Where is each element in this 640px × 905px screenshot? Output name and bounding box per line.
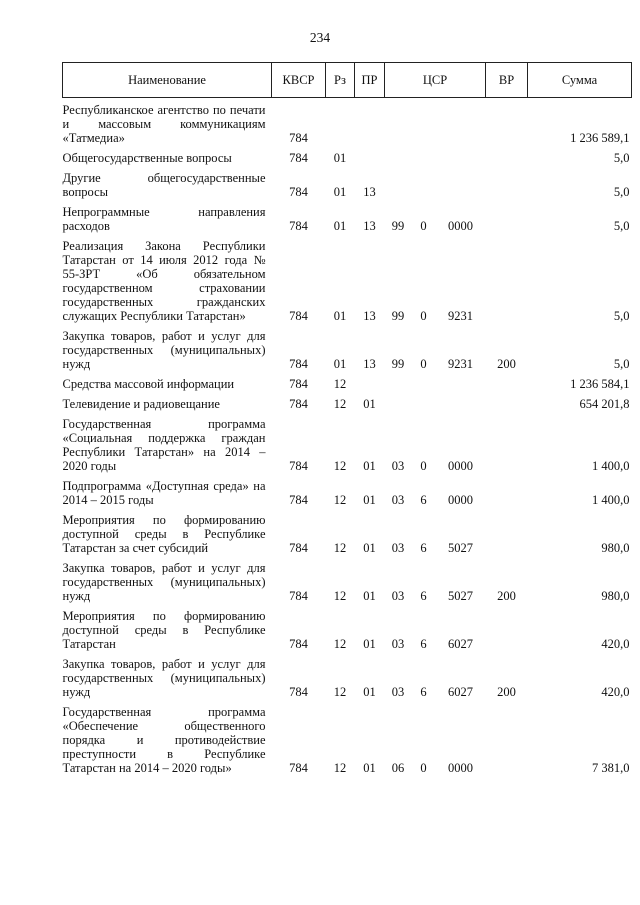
cell-name: Реализация Закона Республики Татарстан от 14 июля 2012 года № 55-ЗРТ «Об обязательном государственном страховании государственных гражданских служащих Республики Татарстан»: [62, 239, 266, 323]
cell-csr-program: 03: [391, 685, 405, 699]
cell-name: Мероприятия по формированию доступной среды в Республике Татарстан: [62, 609, 266, 651]
cell-pr: 01: [363, 459, 376, 473]
cell-csr-direction: 0000: [448, 459, 473, 473]
cell-name: Мероприятия по формированию доступной среды в Республике Татарстан за счет субсидий: [62, 513, 266, 555]
cell-kvsr: 784: [289, 185, 308, 199]
cell-pr: [355, 146, 385, 166]
cell-vr: [486, 234, 528, 324]
cell-csr-direction: 0000: [448, 761, 473, 775]
cell-csr-subprogram: 6: [420, 637, 427, 651]
cell-csr-direction: 5027: [448, 541, 473, 555]
cell-csr-subprogram: 0: [420, 357, 427, 371]
cell-rz: 12: [333, 459, 347, 473]
cell-vr: [486, 700, 528, 776]
cell-vr: 200: [497, 357, 516, 371]
cell-kvsr: 784: [289, 309, 308, 323]
cell-csr-direction: 6027: [448, 637, 473, 651]
cell-csr-direction: 6027: [448, 685, 473, 699]
table-row: [63, 508, 632, 556]
cell-sum: 654 201,8: [579, 397, 630, 411]
cell-sum: 5,0: [613, 309, 630, 323]
cell-rz: 12: [333, 493, 347, 507]
table-row: [63, 604, 632, 652]
cell-pr: 13: [363, 357, 376, 371]
header-sum: Сумма: [528, 63, 632, 98]
cell-csr-program: [385, 98, 412, 147]
cell-csr-subprogram: 6: [420, 493, 427, 507]
cell-vr: 200: [497, 685, 516, 699]
cell-sum: 980,0: [601, 589, 630, 603]
header-rz: Рз: [326, 63, 355, 98]
cell-csr-subprogram: [412, 392, 436, 412]
cell-kvsr: 784: [289, 219, 308, 233]
table-row: [63, 200, 632, 234]
cell-name: Государственная программа «Обеспечение общественного порядка и противодействие преступности в Республике Татарстан на 2014 – 2020 годы»: [62, 705, 266, 775]
cell-kvsr: 784: [289, 541, 308, 555]
cell-csr-subprogram: 6: [420, 685, 427, 699]
cell-sum: 420,0: [601, 637, 630, 651]
table-row: [63, 392, 632, 412]
cell-name: Республиканское агентство по печати и массовым коммуникациям «Татмедиа»: [62, 103, 266, 145]
cell-rz: 01: [333, 309, 347, 323]
table-row: [63, 98, 632, 147]
table-row: [63, 700, 632, 776]
cell-vr: [486, 98, 528, 147]
cell-sum: 420,0: [601, 685, 630, 699]
header-kvsr: КВСР: [272, 63, 326, 98]
table-row: [63, 556, 632, 604]
cell-pr: 13: [363, 219, 376, 233]
table-row: [63, 166, 632, 200]
cell-rz: 12: [333, 685, 347, 699]
cell-kvsr: 784: [289, 397, 308, 411]
cell-pr: 13: [363, 309, 376, 323]
table-row: [63, 474, 632, 508]
header-pr: ПР: [355, 63, 385, 98]
cell-sum: 1 400,0: [592, 493, 630, 507]
table-body: [63, 98, 632, 777]
cell-vr: [486, 392, 528, 412]
cell-vr: [486, 166, 528, 200]
cell-csr-direction: [436, 372, 486, 392]
cell-kvsr: 784: [289, 493, 308, 507]
cell-name: Другие общегосударственные вопросы: [62, 171, 266, 199]
cell-vr: [486, 372, 528, 392]
cell-sum: 5,0: [613, 219, 630, 233]
cell-sum: 1 400,0: [592, 459, 630, 473]
cell-csr-direction: [436, 98, 486, 147]
cell-rz: [326, 98, 355, 147]
cell-name: Средства массовой информации: [62, 377, 235, 391]
cell-kvsr: 784: [289, 637, 308, 651]
cell-pr: 01: [363, 493, 376, 507]
cell-csr-direction: 0000: [448, 219, 473, 233]
cell-csr-subprogram: [412, 166, 436, 200]
cell-csr-program: 03: [391, 459, 405, 473]
cell-csr-direction: [436, 146, 486, 166]
cell-csr-program: 03: [391, 493, 405, 507]
cell-pr: [355, 372, 385, 392]
header-vr: ВР: [486, 63, 528, 98]
cell-csr-program: [385, 392, 412, 412]
cell-rz: 01: [333, 219, 347, 233]
cell-csr-program: 99: [391, 219, 405, 233]
cell-csr-direction: 9231: [448, 309, 473, 323]
cell-name: Телевидение и радиовещание: [62, 397, 220, 411]
header-name: Наименование: [63, 63, 272, 98]
cell-pr: [355, 98, 385, 147]
cell-kvsr: 784: [289, 377, 308, 391]
cell-csr-subprogram: 0: [420, 219, 427, 233]
table-row: [63, 412, 632, 474]
cell-pr: 01: [363, 397, 376, 411]
cell-rz: 12: [333, 377, 347, 391]
cell-csr-direction: 0000: [448, 493, 473, 507]
cell-csr-subprogram: 6: [420, 541, 427, 555]
cell-vr: [486, 604, 528, 652]
cell-csr-subprogram: 0: [420, 459, 427, 473]
cell-name: Общегосударственные вопросы: [62, 151, 232, 165]
cell-csr-subprogram: [412, 372, 436, 392]
cell-name: Закупка товаров, работ и услуг для государственных (муниципальных) нужд: [62, 329, 266, 371]
cell-pr: 01: [363, 761, 376, 775]
header-csr: ЦСР: [385, 63, 486, 98]
cell-csr-subprogram: 0: [420, 309, 427, 323]
cell-vr: [486, 146, 528, 166]
budget-table: [62, 62, 632, 776]
cell-csr-program: 03: [391, 541, 405, 555]
cell-rz: 01: [333, 357, 347, 371]
cell-csr-subprogram: 0: [420, 761, 427, 775]
cell-name: Закупка товаров, работ и услуг для государственных (муниципальных) нужд: [62, 657, 266, 699]
cell-vr: [486, 200, 528, 234]
cell-vr: [486, 474, 528, 508]
cell-csr-subprogram: [412, 146, 436, 166]
cell-csr-program: [385, 372, 412, 392]
cell-csr-direction: [436, 392, 486, 412]
cell-pr: 01: [363, 637, 376, 651]
cell-pr: 01: [363, 589, 376, 603]
cell-rz: 01: [333, 151, 347, 165]
cell-rz: 12: [333, 637, 347, 651]
page-number: 234: [309, 30, 331, 45]
cell-sum: 1 236 584,1: [570, 377, 630, 391]
cell-csr-subprogram: 6: [420, 589, 427, 603]
cell-kvsr: 784: [289, 589, 308, 603]
cell-vr: [486, 508, 528, 556]
table-row: [63, 652, 632, 700]
cell-csr-program: 03: [391, 589, 405, 603]
cell-sum: 980,0: [601, 541, 630, 555]
cell-kvsr: 784: [289, 131, 308, 145]
cell-csr-direction: 5027: [448, 589, 473, 603]
cell-csr-program: 99: [391, 309, 405, 323]
cell-name: Подпрограмма «Доступная среда» на 2014 – 2015 годы: [62, 479, 266, 507]
cell-rz: 12: [333, 589, 347, 603]
cell-sum: 5,0: [613, 151, 630, 165]
table-row: [63, 146, 632, 166]
cell-name: Государственная программа «Социальная поддержка граждан Республики Татарстан» на 2014 – 2020 годы: [62, 417, 266, 473]
cell-kvsr: 784: [289, 151, 308, 165]
table-row: [63, 324, 632, 372]
cell-sum: 1 236 589,1: [570, 131, 630, 145]
cell-csr-direction: 9231: [448, 357, 473, 371]
cell-kvsr: 784: [289, 357, 308, 371]
cell-csr-subprogram: [412, 98, 436, 147]
cell-rz: 12: [333, 397, 347, 411]
cell-sum: 5,0: [613, 357, 630, 371]
cell-kvsr: 784: [289, 761, 308, 775]
cell-pr: 01: [363, 541, 376, 555]
cell-csr-program: 99: [391, 357, 405, 371]
cell-csr-program: 06: [391, 761, 405, 775]
cell-kvsr: 784: [289, 459, 308, 473]
cell-sum: 5,0: [613, 185, 630, 199]
cell-name: Закупка товаров, работ и услуг для государственных (муниципальных) нужд: [62, 561, 266, 603]
cell-csr-program: [385, 166, 412, 200]
cell-pr: 01: [363, 685, 376, 699]
cell-kvsr: 784: [289, 685, 308, 699]
cell-name: Непрограммные направления расходов: [62, 205, 266, 233]
cell-csr-direction: [436, 166, 486, 200]
cell-sum: 7 381,0: [592, 761, 630, 775]
cell-rz: 01: [333, 185, 347, 199]
cell-csr-program: [385, 146, 412, 166]
table-row: [63, 234, 632, 324]
cell-rz: 12: [333, 541, 347, 555]
cell-csr-program: 03: [391, 637, 405, 651]
cell-pr: 13: [363, 185, 376, 199]
table-row: [63, 372, 632, 392]
cell-vr: [486, 412, 528, 474]
cell-vr: 200: [497, 589, 516, 603]
table-header: [63, 63, 632, 98]
cell-rz: 12: [333, 761, 347, 775]
